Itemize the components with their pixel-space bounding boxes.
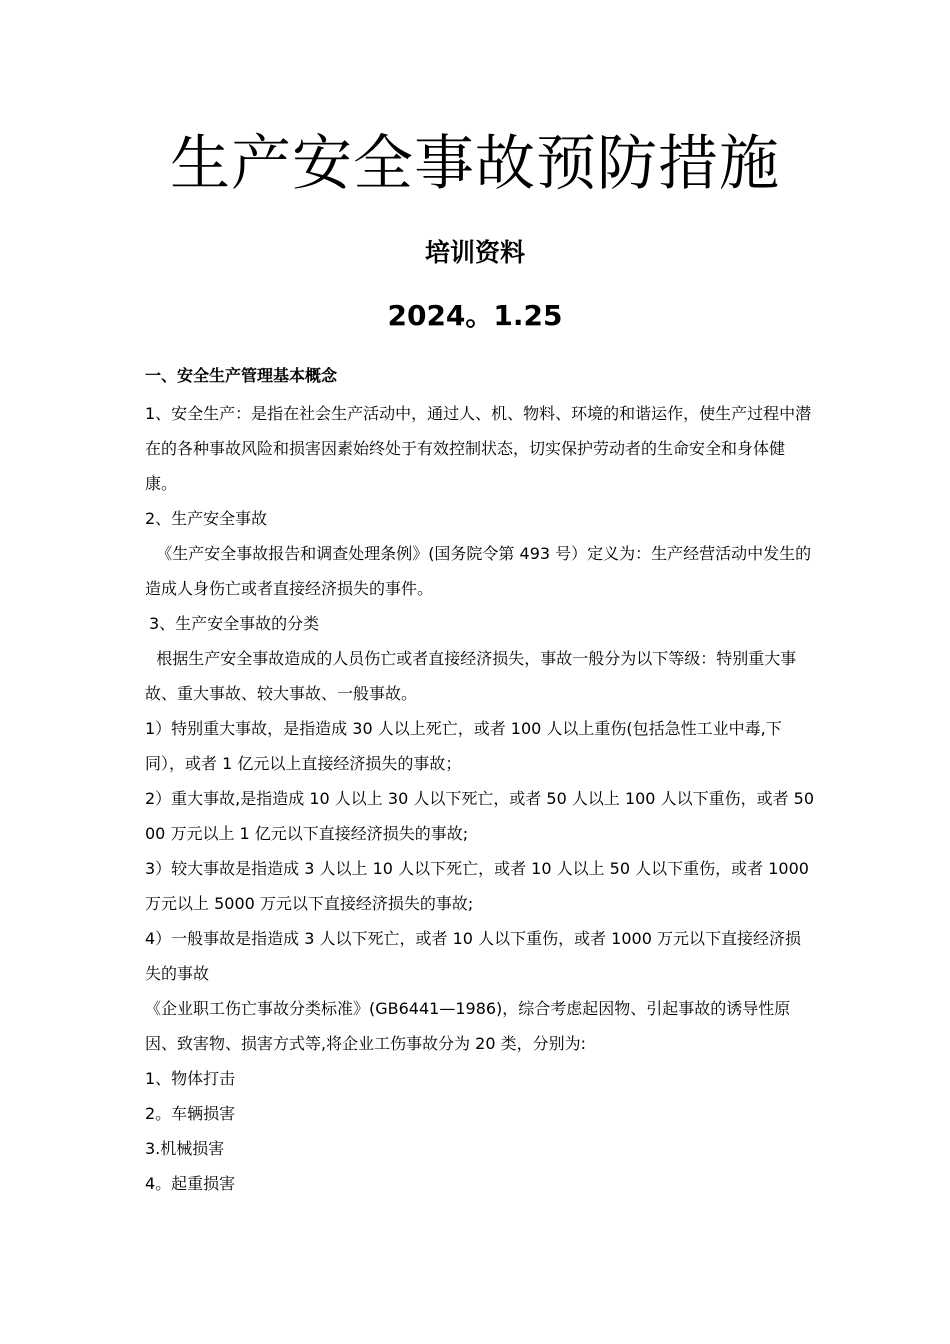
paragraph-level-1: 1）特别重大事故，是指造成 30 人以上死亡，或者 100 人以上重伤(包括急性工业中毒,下同），或者 1 亿元以上直接经济损失的事故；: [145, 719, 782, 773]
paragraph-level-4: 4）一般事故是指造成 3 人以下死亡，或者 10 人以下重伤，或者 1000 万元以下直接经济损失的事故: [145, 929, 801, 983]
paragraph-standard-classification: 《企业职工伤亡事故分类标准》(GB6441—1986)，综合考虑起因物、引起事故的诱导性原因、致害物、损害方式等,将企业工伤事故分为 20 类，分别为:: [145, 999, 791, 1053]
document-body: [145, 362, 815, 1201]
section-heading: 一、安全生产管理基本概念: [145, 366, 338, 385]
list-item: 4。起重损害: [145, 1174, 236, 1193]
list-item: 2。车辆损害: [145, 1104, 236, 1123]
list-item: 3.机械损害: [145, 1139, 225, 1158]
document-title: 生产安全事故预防措施: [170, 129, 780, 199]
paragraph-level-2: 2）重大事故,是指造成 10 人以上 30 人以下死亡，或者 50 人以上 100 人以下重伤，或者 5000 万元以上 1 亿元以下直接经济损失的事故;: [145, 789, 815, 843]
paragraph-classification-intro: 根据生产安全事故造成的人员伤亡或者直接经济损失，事故一般分为以下等级：特别重大事故、重大事故、较大事故、一般事故。: [145, 649, 797, 703]
document-subtitle: 培训资料: [424, 238, 525, 267]
paragraph-subheading-classification: 3、生产安全事故的分类: [149, 614, 320, 633]
list-item: 1、物体打击: [145, 1069, 236, 1088]
paragraph-subheading-accident: 2、生产安全事故: [145, 509, 268, 528]
document-date: 2024。1.25: [387, 299, 563, 332]
paragraph-definition-safety: 1、安全生产：是指在社会生产活动中，通过人、机、物料、环境的和谐运作，使生产过程中潜在的各种事故风险和损害因素始终处于有效控制状态，切实保护劳动者的生命安全和身体健康。: [145, 404, 812, 493]
paragraph-level-3: 3）较大事故是指造成 3 人以上 10 人以下死亡，或者 10 人以上 50 人以下重伤，或者 1000 万元以上 5000 万元以下直接经济损失的事故;: [145, 859, 809, 913]
paragraph-regulation-definition: 《生产安全事故报告和调查处理条例》(国务院令第 493 号）定义为：生产经营活动中发生的造成人身伤亡或者直接经济损失的事件。: [145, 544, 812, 598]
